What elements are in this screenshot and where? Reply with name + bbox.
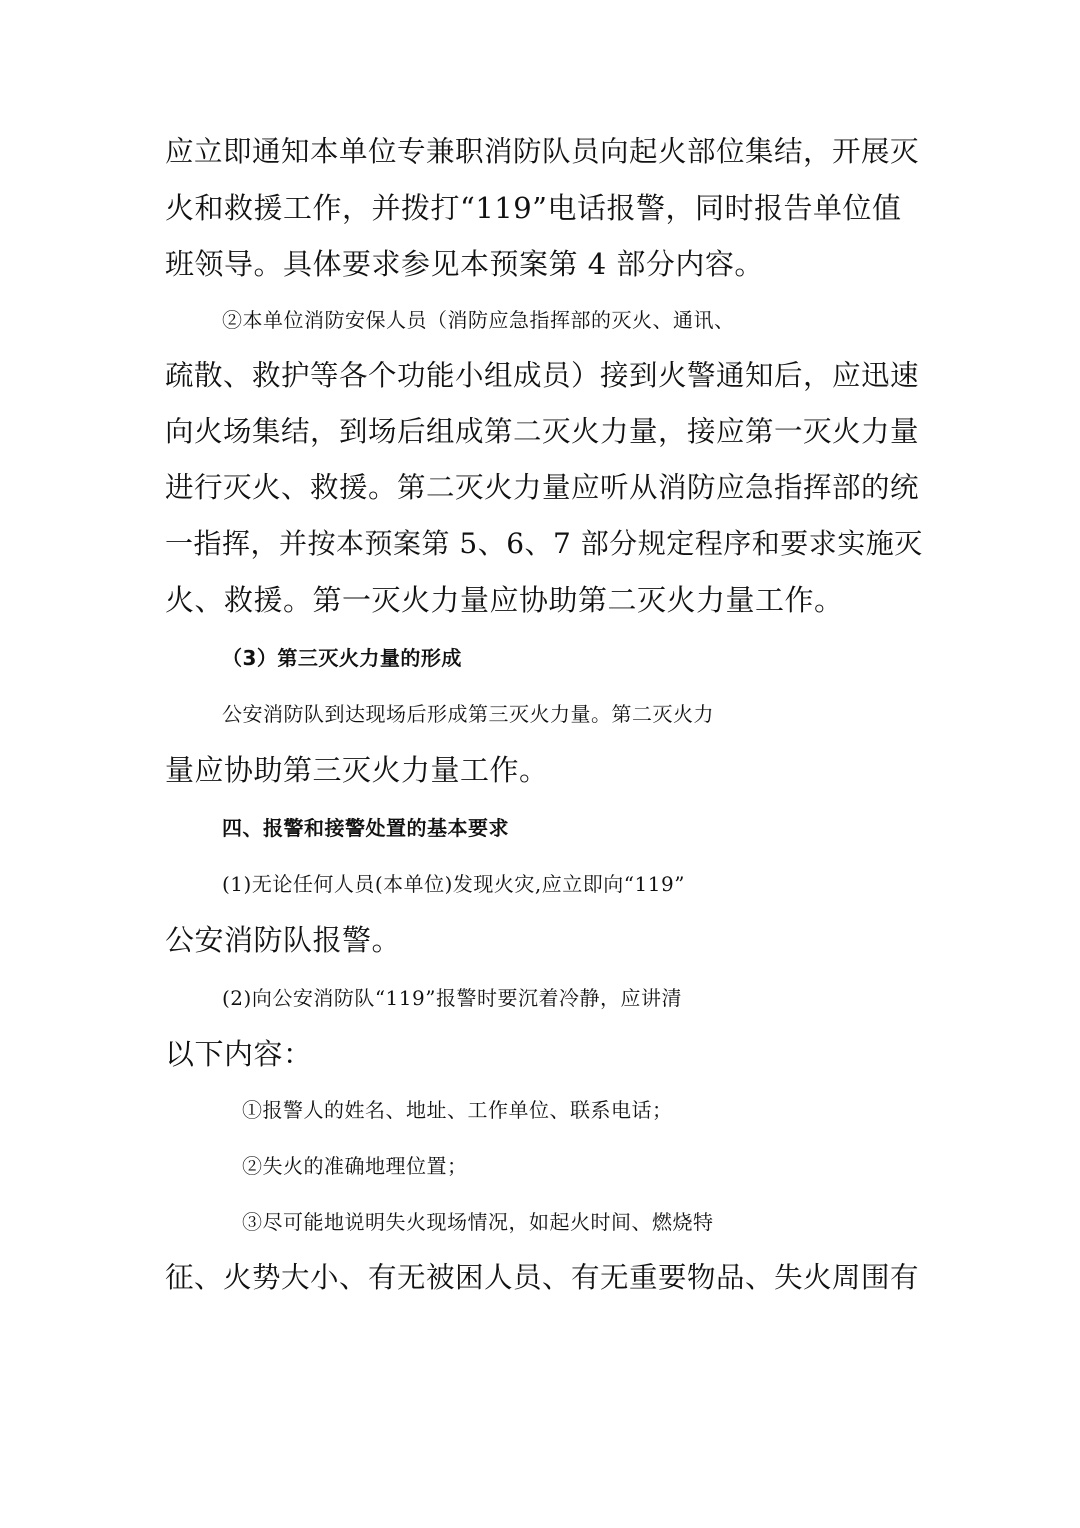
paragraph-line: 公安消防队到达现场后形成第三灭火力量。第二灭火力 <box>222 702 714 726</box>
paragraph-line: 以下内容： <box>165 1037 313 1071</box>
list-item: ③尽可能地说明失火现场情况，如起火时间、燃烧特 <box>242 1210 714 1234</box>
paragraph-line: 应立即通知本单位专兼职消防队员向起火部位集结，开展灭 <box>165 135 920 168</box>
paragraph-line: 向火场集结，到场后组成第二灭火力量，接应第一灭火力量 <box>165 415 920 448</box>
subsection-heading: （3）第三灭火力量的形成 <box>222 646 462 670</box>
paragraph-line: 公安消防队报警。 <box>165 923 402 957</box>
paragraph-line: 进行灭火、救援。第二灭火力量应听从消防应急指挥部的统 <box>165 471 920 504</box>
paragraph-line: 一指挥，并按本预案第 5、6、7 部分规定程序和要求实施灭 <box>165 527 923 560</box>
paragraph-line: ②本单位消防安保人员（消防应急指挥部的灭火、通讯、 <box>222 308 735 332</box>
section-heading: 四、报警和接警处置的基本要求 <box>222 816 509 840</box>
paragraph-line: 火、救援。第一灭火力量应协助第二灭火力量工作。 <box>165 583 844 617</box>
paragraph-line: (2)向公安消防队“119”报警时要沉着冷静，应讲清 <box>222 986 682 1010</box>
paragraph-line: 疏散、救护等各个功能小组成员）接到火警通知后，应迅速 <box>165 359 920 392</box>
paragraph-line: (1)无论任何人员(本单位)发现火灾,应立即向“119” <box>222 872 685 896</box>
paragraph-line: 征、火势大小、有无被困人员、有无重要物品、失火周围有 <box>165 1261 920 1294</box>
paragraph-line: 量应协助第三灭火力量工作。 <box>165 753 549 787</box>
list-item: ①报警人的姓名、地址、工作单位、联系电话； <box>242 1098 673 1122</box>
paragraph-line: 火和救援工作，并拨打“119”电话报警，同时报告单位值 <box>165 191 902 225</box>
paragraph-line: 班领导。具体要求参见本预案第 4 部分内容。 <box>165 247 764 281</box>
list-item: ②失火的准确地理位置； <box>242 1154 468 1178</box>
